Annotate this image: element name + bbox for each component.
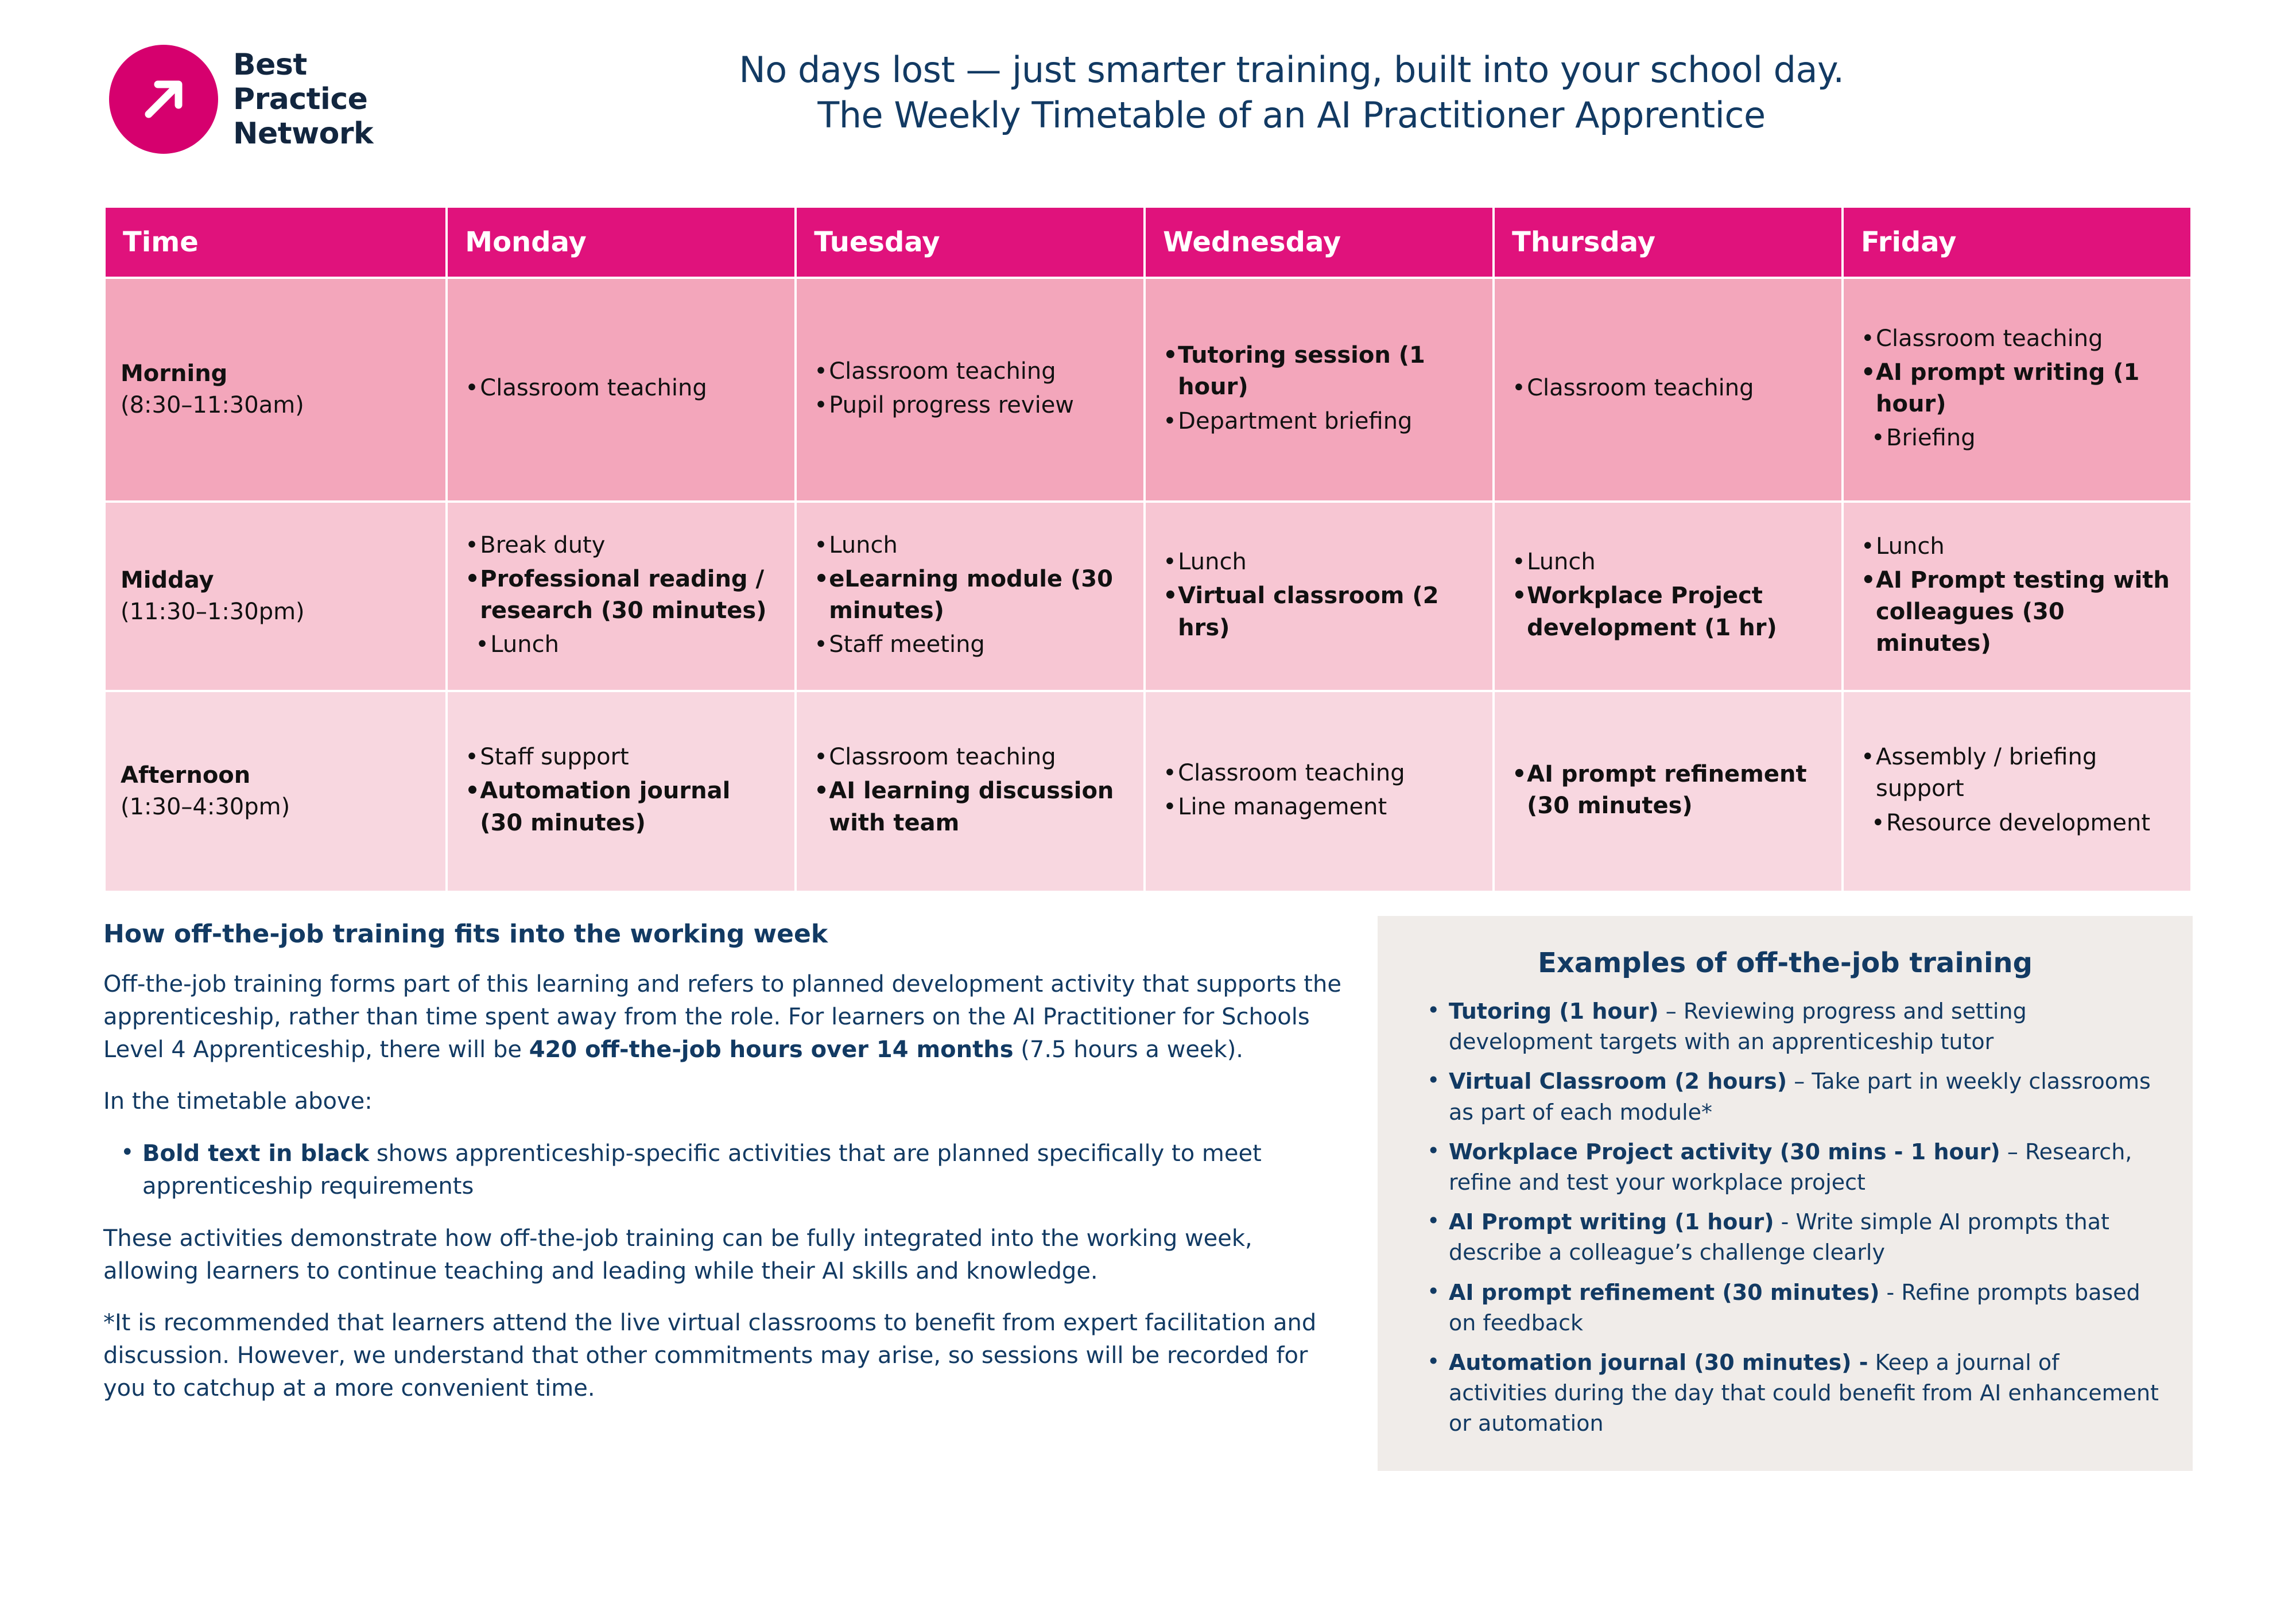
timetable-cell <box>1145 691 1494 892</box>
activity-item: • Resource development <box>1859 807 2175 839</box>
activity-item: • Workplace Project development (1 hr) <box>1510 580 1826 643</box>
notes-paragraph-1 <box>103 968 1355 1066</box>
list-item <box>1446 996 2161 1057</box>
column-header-wednesday: Wednesday <box>1145 207 1494 278</box>
activity-item: • eLearning module (30 minutes) <box>812 564 1128 627</box>
activity-list <box>1161 758 1477 823</box>
brand-line-2: Practice <box>233 81 368 117</box>
activity-list <box>463 372 779 404</box>
activity-list <box>1161 546 1477 644</box>
page-header <box>103 28 2193 200</box>
brand-line-3: Network <box>233 117 374 152</box>
notes-heading: How off-the-job training fits into the working week <box>103 919 828 949</box>
timetable-cell <box>796 278 1145 502</box>
activity-list <box>812 741 1128 839</box>
brand-line-1: Best <box>233 47 307 82</box>
example-description: Keep a journal of activities during the day that could benefit from AI enhancement or automation <box>1449 1349 2159 1436</box>
activity-item: • Break duty <box>463 530 779 561</box>
activity-item: • Department briefing <box>1161 406 1477 437</box>
table-row <box>104 278 2192 502</box>
time-slot-name: Afternoon <box>121 762 251 789</box>
column-header-friday: Friday <box>1843 207 2192 278</box>
list-item <box>139 1137 1355 1203</box>
table-header-row <box>104 207 2192 278</box>
activity-list <box>812 530 1128 661</box>
timetable-cell <box>1145 278 1494 502</box>
arrow-up-right-icon <box>135 71 192 128</box>
column-header-time: Time <box>104 207 447 278</box>
notes-bullet-bold: Bold text in black <box>142 1140 370 1167</box>
activity-list <box>463 741 779 839</box>
activity-list <box>812 356 1128 421</box>
timetable-cell <box>796 691 1145 892</box>
notes-p1-bold: 420 off-the-job hours over 14 months <box>529 1036 1014 1063</box>
activity-list <box>1859 531 2175 660</box>
activity-item: • Lunch <box>812 530 1128 561</box>
example-title: Tutoring (1 hour) <box>1449 999 1659 1024</box>
time-slot-name: Morning <box>121 360 228 387</box>
brand-wordmark <box>233 48 373 152</box>
activity-item: • Professional reading / research (30 minutes) <box>463 564 779 627</box>
activity-item: • Line management <box>1161 791 1477 823</box>
activity-list <box>1510 372 1826 404</box>
list-item <box>1446 1278 2161 1338</box>
list-item <box>1446 1348 2161 1439</box>
notes-bullet-list <box>103 1137 1355 1203</box>
time-slot-range: (1:30–4:30pm) <box>121 794 290 820</box>
example-description: - Refine prompts based on feedback <box>1449 1279 2140 1335</box>
timetable-cell <box>1494 278 1843 502</box>
activity-item: • Classroom teaching <box>463 372 779 404</box>
notes-paragraph-3: These activities demonstrate how off-the-job training can be fully integrated into the working week, allowing learners to continue teaching and leading while their AI skills and knowledge. <box>103 1225 1252 1284</box>
notes-column <box>103 916 1355 1471</box>
activity-item: • Tutoring session (1 hour) <box>1161 340 1477 403</box>
example-title: Workplace Project activity (30 mins - 1 hour) <box>1449 1139 2000 1164</box>
activity-item: • AI prompt writing (1 hour) <box>1859 357 2175 420</box>
example-title: Virtual Classroom (2 hours) <box>1449 1069 1787 1094</box>
example-title: AI Prompt writing (1 hour) <box>1449 1209 1774 1235</box>
activity-item: • Classroom teaching <box>1859 323 2175 355</box>
example-description: - Write simple AI prompts that describe a colleague’s challenge clearly <box>1449 1209 2109 1265</box>
list-item <box>1446 1207 2161 1268</box>
activity-item: • Pupil progress review <box>812 390 1128 421</box>
examples-list <box>1410 996 2161 1439</box>
list-item <box>1446 1137 2161 1198</box>
example-description: – Research, refine and test your workplace project <box>1449 1139 2132 1195</box>
bottom-section <box>103 916 2193 1471</box>
column-header-thursday: Thursday <box>1494 207 1843 278</box>
timetable-cell <box>1145 502 1494 691</box>
activity-item: • AI learning discussion with team <box>812 775 1128 838</box>
activity-item: • Lunch <box>1161 546 1477 578</box>
time-slot-range: (11:30–1:30pm) <box>121 599 305 625</box>
page-title <box>459 38 2193 138</box>
activity-item: • Automation journal (30 minutes) <box>463 775 779 838</box>
title-line-2: The Weekly Timetable of an AI Practitioner Apprentice <box>817 94 1766 137</box>
activity-item: • Classroom teaching <box>812 741 1128 773</box>
table-body <box>104 278 2192 892</box>
activity-list <box>1161 340 1477 437</box>
timetable-cell <box>447 502 796 691</box>
example-title: Automation journal (30 minutes) - <box>1449 1349 1868 1375</box>
activity-list <box>463 530 779 661</box>
weekly-timetable <box>103 205 2193 893</box>
activity-list <box>1859 323 2175 455</box>
examples-panel <box>1378 916 2193 1471</box>
time-slot-cell <box>104 278 447 502</box>
activity-item: • Lunch <box>1859 531 2175 562</box>
timetable-cell <box>1494 502 1843 691</box>
notes-paragraph-4: *It is recommended that learners attend the live virtual classrooms to benefit from expert facilitation and discussion. However, we understand that other commitments may arise, so sessions will be recorded for you to catchup at a more convenient time. <box>103 1310 1317 1401</box>
notes-bullet-rest: shows apprenticeship-specific activities that are planned specifically to meet apprenticeship requirements <box>142 1140 1262 1199</box>
column-header-monday: Monday <box>447 207 796 278</box>
timetable-cell <box>1843 691 2192 892</box>
activity-item: • AI prompt refinement (30 minutes) <box>1510 759 1826 822</box>
activity-list <box>1510 546 1826 644</box>
activity-item: • Classroom teaching <box>1510 372 1826 404</box>
activity-item: • Lunch <box>463 629 779 661</box>
title-line-1: No days lost — just smarter training, built into your school day. <box>739 49 1844 91</box>
logo-circle <box>109 45 218 154</box>
brand-logo <box>103 38 459 154</box>
examples-heading: Examples of off-the-job training <box>1538 947 2033 979</box>
example-title: AI prompt refinement (30 minutes) <box>1449 1279 1880 1305</box>
notes-p1-a: Off-the-job training forms part of this learning and refers to planned development activity that supports the apprenticeship, rather than time spent away from the role. For learners on the AI Practitioner for Schools Level 4 Apprenticeship, there will be <box>103 971 1341 1063</box>
activity-item: • Virtual classroom (2 hrs) <box>1161 580 1477 643</box>
example-description: – Take part in weekly classrooms as part of each module* <box>1449 1069 2151 1125</box>
timetable-cell <box>447 278 796 502</box>
time-slot-cell <box>104 691 447 892</box>
timetable-cell <box>1494 691 1843 892</box>
time-slot-range: (8:30–11:30am) <box>121 392 304 418</box>
timetable-cell <box>1843 278 2192 502</box>
activity-item: • Classroom teaching <box>812 356 1128 387</box>
activity-item: • Staff support <box>463 741 779 773</box>
column-header-tuesday: Tuesday <box>796 207 1145 278</box>
activity-list <box>1859 741 2175 839</box>
activity-item: • Lunch <box>1510 546 1826 578</box>
notes-paragraph-2: In the timetable above: <box>103 1088 373 1115</box>
time-slot-cell <box>104 502 447 691</box>
activity-item: • AI Prompt testing with colleagues (30 minutes) <box>1859 565 2175 660</box>
timetable-cell <box>447 691 796 892</box>
activity-item: • Classroom teaching <box>1161 758 1477 789</box>
activity-item: • Assembly / briefing support <box>1859 741 2175 805</box>
activity-item: • Staff meeting <box>812 629 1128 661</box>
table-row <box>104 691 2192 892</box>
notes-p1-b: (7.5 hours a week). <box>1013 1036 1244 1063</box>
timetable-cell <box>796 502 1145 691</box>
example-description: – Reviewing progress and setting development targets with an apprenticeship tutor <box>1449 999 2027 1055</box>
table-row <box>104 502 2192 691</box>
activity-list <box>1510 759 1826 822</box>
time-slot-name: Midday <box>121 566 214 593</box>
list-item <box>1446 1066 2161 1127</box>
timetable-cell <box>1843 502 2192 691</box>
activity-item: • Briefing <box>1859 422 2175 454</box>
